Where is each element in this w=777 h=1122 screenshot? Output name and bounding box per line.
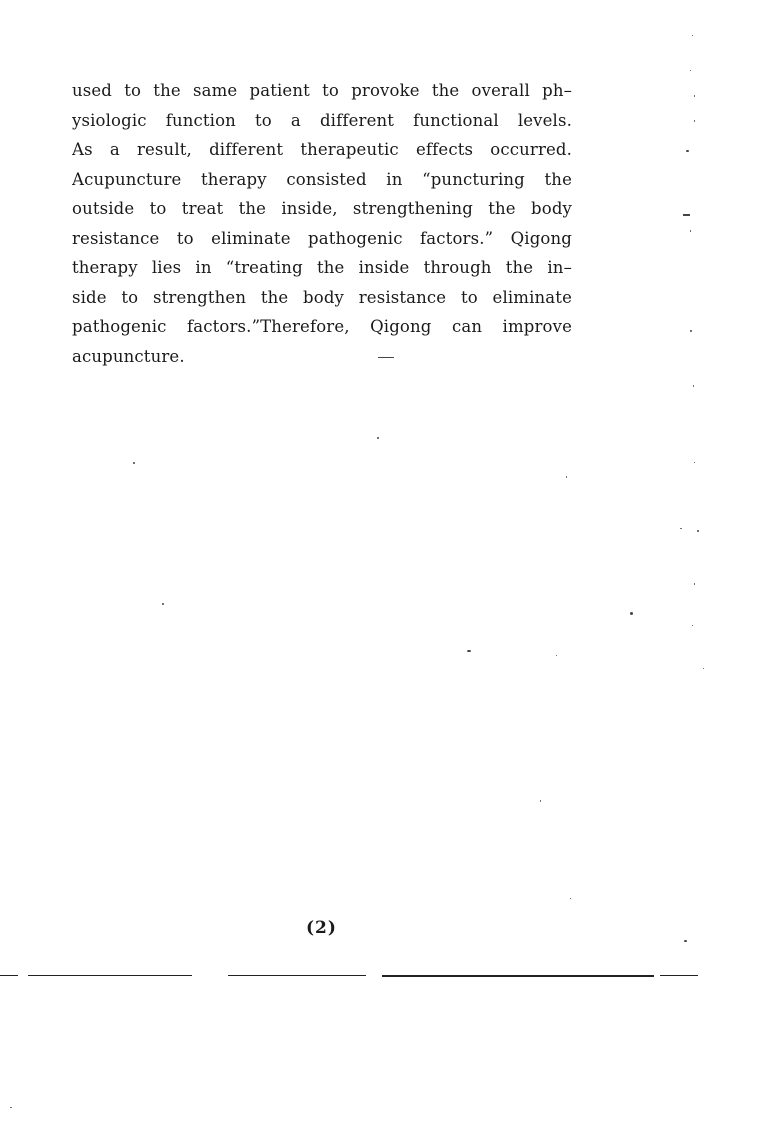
scan-speck [694,462,695,463]
body-line: acupuncture. [72,346,185,366]
scan-speck [133,462,135,464]
scan-speck [694,120,695,122]
body-line: As a result, different therapeutic effects occurred. [72,140,572,159]
scan-speck [690,230,691,232]
body-line: resistance to eliminate pathogenic factors.” Qigong [72,228,572,248]
scan-speck [10,1107,12,1108]
scan-speck [690,330,692,332]
scan-speck [703,668,704,669]
scan-speck [680,528,682,529]
scan-speck [690,70,691,71]
scan-speck [692,625,693,626]
scan-speck [630,612,633,615]
scan-speck [697,530,699,532]
footer-rule [0,975,18,976]
scan-speck [693,385,694,387]
scan-speck [694,95,695,97]
scan-speck [692,35,693,36]
scan-speck [467,650,471,652]
body-line: ysiologic function to a different functional levels. [72,110,572,130]
scan-speck [378,357,394,358]
footer-rule [28,975,192,976]
scan-speck [556,655,557,656]
body-line: therapy lies in “treating the inside through the in– [72,258,572,277]
footer-rule [382,975,654,977]
scan-speck [570,898,571,899]
scan-speck [694,583,695,585]
body-text [72,76,572,371]
body-line: side to strengthen the body resistance to eliminate [72,287,572,307]
scan-speck [683,214,690,216]
page-number: (2) [306,918,337,938]
body-line: used to the same patient to provoke the overall ph– [72,81,572,100]
footer-rule [228,975,366,976]
scan-speck [162,603,164,605]
footer-rule [660,975,698,976]
body-line: Acupuncture therapy consisted in “puncturing the [72,169,572,189]
scan-speck [684,940,687,942]
body-line: outside to treat the inside, strengthening the body [72,199,572,218]
scan-speck [540,800,541,802]
scan-speck [377,437,379,439]
scan-speck [686,150,689,152]
scan-speck [566,476,567,478]
body-line: pathogenic factors.”Therefore, Qigong can improve [72,317,572,336]
